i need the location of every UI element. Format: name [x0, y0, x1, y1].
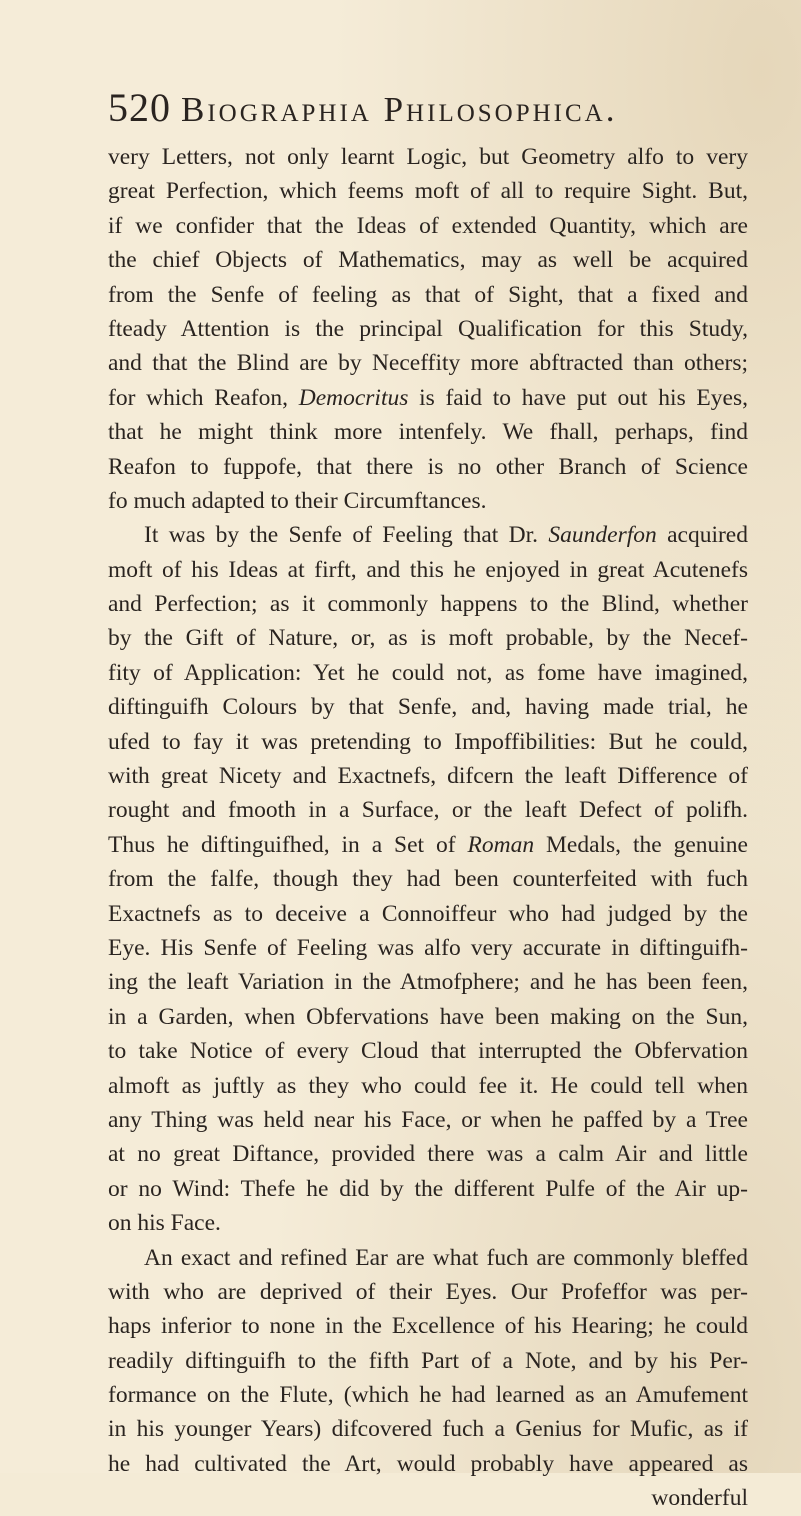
text-line: formance on the Flute, (which he had learned as an Amufement — [108, 1382, 748, 1409]
italic-name: Saunderfon — [548, 522, 657, 549]
text-line: or no Wind: Thefe he did by the different Pulfe of the Air up- — [108, 1175, 748, 1202]
italic-name: Roman — [467, 831, 535, 858]
text-segment: Thus he diftinguifhed, in a Set of — [108, 831, 468, 858]
text-line: An exact and refined Ear are what fuch are commonly bleffed — [144, 1244, 748, 1271]
text-line: Eye. His Senfe of Feeling was alfo very accurate in diftinguifh- — [108, 934, 748, 961]
text-line: and Perfection; as it commonly happens to the Blind, whether — [108, 591, 748, 618]
text-line: great Perfection, which feems moft of all to require Sight. But, — [108, 178, 748, 205]
text-line: in his younger Years) difcovered fuch a Genius for Mufic, as if — [108, 1416, 748, 1443]
text-line: very Letters, not only learnt Logic, but Geometry alfo to very — [108, 144, 748, 170]
running-title: Biographia Philosophica. — [181, 90, 618, 129]
text-line: at no great Diftance, provided there was a calm Air and little — [108, 1141, 748, 1168]
text-line: by the Gift of Nature, or, as is moft probable, by the Necef- — [108, 625, 748, 652]
text-line: rought and fmooth in a Surface, or the leaft Defect of polifh. — [108, 797, 748, 824]
text-line: readily diftinguifh to the fifth Part of a Note, and by his Per- — [108, 1347, 748, 1374]
text-line: if we confider that the Ideas of extended Quantity, which are — [108, 212, 748, 239]
body-text — [108, 140, 748, 1516]
text-line: ing the leaft Variation in the Atmofphere; and he has been feen, — [108, 969, 748, 996]
text-segment: It was by the Senfe of Feeling that Dr. — [144, 522, 549, 549]
page-number: 520 — [108, 85, 171, 130]
text-line — [108, 828, 748, 862]
text-line: any Thing was held near his Face, or when he paffed by a Tree — [108, 1106, 748, 1133]
page-header — [108, 84, 748, 128]
text-line: with who are deprived of their Eyes. Our Profeffor was per- — [108, 1278, 748, 1305]
text-segment: Medals, the genuine — [534, 831, 748, 858]
text-line: diftinguifh Colours by that Senfe, and, having made trial, he — [108, 694, 748, 721]
text-line: from the falfe, though they had been counterfeited with fuch — [108, 866, 748, 893]
text-line — [108, 381, 748, 415]
text-line: fo much adapted to their Circumftances. — [108, 487, 487, 514]
text-line: the chief Objects of Mathematics, may as well be acquired — [108, 247, 748, 274]
italic-name: Democritus — [298, 384, 409, 411]
text-segment: acquired — [656, 522, 748, 549]
text-line: moft of his Ideas at firft, and this he enjoyed in great Acutenefs — [108, 556, 748, 583]
text-line: haps inferior to none in the Excellence of his Hearing; he could — [108, 1313, 748, 1340]
text-segment: for which Reafon, — [108, 384, 299, 411]
catchword: wonderful — [651, 1485, 748, 1512]
text-line — [108, 518, 748, 552]
text-line: on his Face. — [108, 1210, 221, 1237]
text-line: fteady Attention is the principal Qualification for this Study, — [108, 315, 748, 342]
text-line: Exactnefs as to deceive a Connoiffeur who had judged by the — [108, 900, 748, 927]
text-line: fity of Application: Yet he could not, as fome have imagined, — [108, 659, 748, 686]
text-line: he had cultivated the Art, would probably have appeared as — [108, 1450, 748, 1477]
text-line: ufed to fay it was pretending to Impoffibilities: But he could, — [108, 728, 748, 755]
text-line: in a Garden, when Obfervations have been making on the Sun, — [108, 1003, 748, 1030]
text-segment: is faid to have put out his Eyes, — [408, 384, 748, 411]
text-line: with great Nicety and Exactnefs, difcern the leaft Difference of — [108, 763, 748, 790]
text-line: to take Notice of every Cloud that interrupted the Obfervation — [108, 1038, 748, 1065]
text-line: from the Senfe of feeling as that of Sight, that a fixed and — [108, 281, 748, 308]
text-line: Reafon to fuppofe, that there is no other Branch of Science — [108, 453, 748, 480]
text-line: and that the Blind are by Neceffity more abftracted than others; — [108, 350, 748, 377]
text-line: almoft as juftly as they who could fee it. He could tell when — [108, 1072, 748, 1099]
text-line: that he might think more intenfely. We fhall, perhaps, find — [108, 419, 748, 446]
